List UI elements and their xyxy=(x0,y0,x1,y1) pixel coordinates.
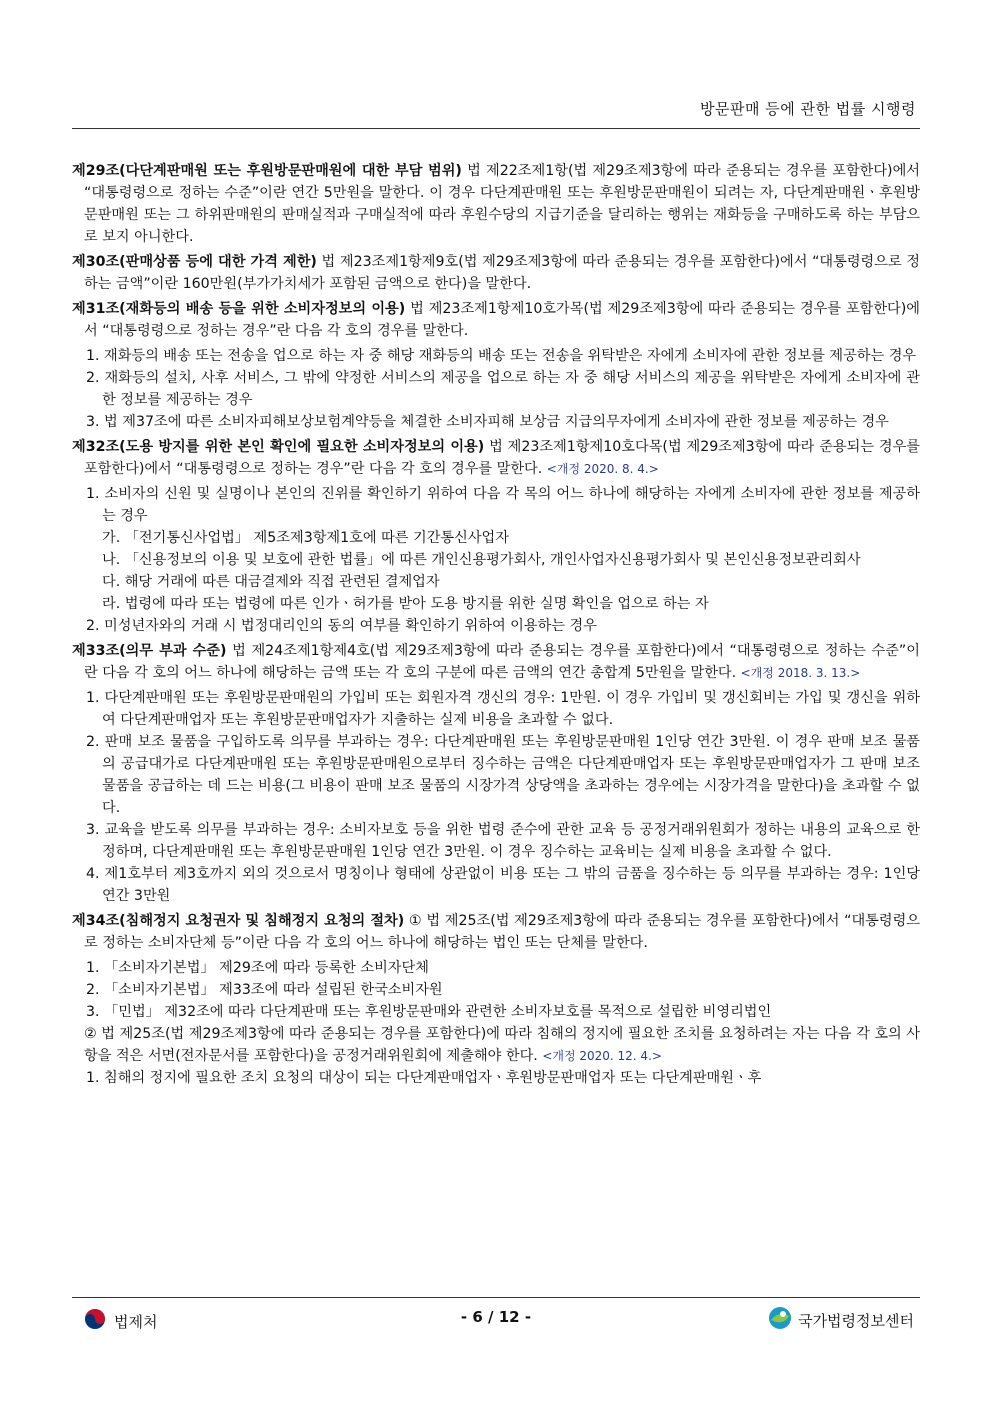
article-34 xyxy=(72,910,920,954)
list-item: 1. 다단계판매원 또는 후원방문판매원의 가입비 또는 회원자격 갱신의 경우: 1만원. 이 경우 가입비 및 갱신회비는 가입 및 갱신을 위하여 다단계판매업자 또는 후원방문판매업자가 지출하는 실제 비용을 초과할 수 없다. xyxy=(86,690,920,728)
paragraph xyxy=(72,1023,920,1067)
list-item: 1. 침해의 정지에 필요한 조치 요청의 대상이 되는 다단계판매업자ㆍ후원방문판매업자 또는 다단계판매원ㆍ후 xyxy=(86,1070,762,1086)
sub-item: 가. 「전기통신사업법」 제5조제3항제1호에 따른 기간통신사업자 xyxy=(102,530,509,546)
page-footer xyxy=(72,1297,920,1338)
page-header xyxy=(72,96,920,129)
paragraph-text: ② 법 제25조(법 제29조제3항에 따라 준용되는 경우를 포함한다)에 따라 침해의 정지에 필요한 조치를 요청하려는 자는 다음 각 호의 사항을 적은 서면(전자문서를 포함한다)을 공정거래위원회에 제출해야 한다. xyxy=(84,1026,920,1064)
amendment-note: <개정 2018. 3. 13.> xyxy=(740,666,861,680)
article-title: 제32조(도용 방지를 위한 본인 확인에 필요한 소비자정보의 이용) xyxy=(72,439,485,455)
article-text: 법 제24조제1항제4호(법 제29조제3항에 따라 준용되는 경우를 포함한다)에서 “대통령령으로 정하는 수준”이란 다음 각 호의 어느 하나에 해당하는 금액 또는 각 호의 구분에 따른 금액의 연간 총합계 5만원을 말한다. xyxy=(84,643,920,681)
list-item: 2. 재화등의 설치, 사후 서비스, 그 밖에 약정한 서비스의 제공을 업으로 하는 자 중 해당 서비스의 제공을 위탁받은 자에게 소비자에 관한 정보를 제공하는 경우 xyxy=(86,370,920,408)
footer-right xyxy=(768,1306,914,1334)
article-title: 제29조(다단계판매원 또는 후원방문판매원에 대한 부담 범위) xyxy=(72,163,462,179)
law-center-name: 국가법령정보센터 xyxy=(798,1311,914,1330)
amendment-note: <개정 2020. 8. 4.> xyxy=(546,462,659,476)
article-title: 제31조(재화등의 배송 등을 위한 소비자정보의 이용) xyxy=(72,301,406,317)
article-31 xyxy=(72,298,920,342)
list-item: 2. 「소비자기본법」 제33조에 따라 설립된 한국소비자원 xyxy=(86,982,443,998)
list-item: 1. 재화등의 배송 또는 전송을 업으로 하는 자 중 해당 재화등의 배송 또는 전송을 위탁받은 자에게 소비자에 관한 정보를 제공하는 경우 xyxy=(86,348,917,364)
article-33 xyxy=(72,640,920,684)
article-text: 법 제22조제1항(법 제29조제3항에 따라 준용되는 경우를 포함한다)에서 “대통령령으로 정하는 수준”이란 연간 5만원을 말한다. 이 경우 다단계판매원 또는 후원방문판매원이 되려는 자, 다단계판매원ㆍ후원방문판매원 또는 그 하위판매원의 판매실적과 구매실적에 따라 후원수당의 지급기준을 달리하는 행위는 재화등을 구매하도록 하는 부담으로 보지 아니한다. xyxy=(84,163,921,245)
article-title: 제30조(판매상품 등에 대한 가격 제한) xyxy=(72,254,317,270)
list-item: 2. 미성년자와의 거래 시 법정대리인의 동의 여부를 확인하기 위하여 이용하는 경우 xyxy=(86,618,597,634)
article-title: 제34조(침해정지 요청권자 및 침해정지 요청의 절차) xyxy=(72,913,405,929)
ministry-name: 법제처 xyxy=(114,1312,158,1331)
article-text: 법 제23조제1항제10호다목(법 제29조제3항에 따라 준용되는 경우를 포함한다)에서 “대통령령으로 정하는 경우”란 다음 각 호의 경우를 말한다. xyxy=(84,439,920,477)
list-item: 3. 법 제37조에 따른 소비자피해보상보험계약등을 체결한 소비자피해 보상금 지급의무자에게 소비자에 관한 정보를 제공하는 경우 xyxy=(86,414,889,430)
document-title: 방문판매 등에 관한 법률 시행령 xyxy=(700,100,916,118)
article-text: 법 제23조제1항제9호(법 제29조제3항에 따라 준용되는 경우를 포함한다)에서 “대통령령으로 정하는 금액”이란 160만원(부가가치세가 포함된 금액으로 한다)을 말한다. xyxy=(84,254,920,292)
sub-item: 라. 법령에 따라 또는 법령에 따른 인가ㆍ허가를 받아 도용 방지를 위한 실명 확인을 업으로 하는 자 xyxy=(102,596,709,612)
article-title: 제33조(의무 부과 수준) xyxy=(72,643,227,659)
article-30 xyxy=(72,251,920,295)
list-item: 2. 판매 보조 물품을 구입하도록 의무를 부과하는 경우: 다단계판매원 또는 후원방문판매원 1인당 연간 3만원. 이 경우 판매 보조 물품의 공급대가로 다단계판매원 또는 후원방문판매원으로부터 징수하는 금액은 다단계판매업자 또는 후원방문판매업자가 그 판매 보조 물품을 공급하는 데 드는 비용(그 비용이 판매 보조 물품의 시장가격 상당액을 초과하는 경우에는 시장가격을 말한다)을 초과할 수 없다. xyxy=(86,734,920,816)
article-text: 법 제23조제1항제10호가목(법 제29조제3항에 따라 준용되는 경우를 포함한다)에서 “대통령령으로 정하는 경우”란 다음 각 호의 경우를 말한다. xyxy=(84,301,921,339)
list-item: 1. 소비자의 신원 및 실명이나 본인의 진위를 확인하기 위하여 다음 각 목의 어느 하나에 해당하는 자에게 소비자에 관한 정보를 제공하는 경우 xyxy=(86,486,920,524)
list-item: 3. 교육을 받도록 의무를 부과하는 경우: 소비자보호 등을 위한 법령 준수에 관한 교육 등 공정거래위원회가 정하는 내용의 교육으로 한정하며, 다단계판매원 또는 후원방문판매원 1인당 연간 3만원. 이 경우 징수하는 교육비는 실제 비용을 초과할 수 없다. xyxy=(86,822,920,860)
list-item: 3. 「민법」 제32조에 따라 다단계판매 또는 후원방문판매와 관련한 소비자보호를 목적으로 설립한 비영리법인 xyxy=(86,1004,772,1020)
law-center-logo-icon xyxy=(768,1306,792,1334)
amendment-note: <개정 2020. 12. 4.> xyxy=(542,1049,662,1063)
article-text: ① 법 제25조(법 제29조제3항에 따라 준용되는 경우를 포함한다)에서 “대통령령으로 정하는 소비자단체 등”이란 다음 각 호의 어느 하나에 해당하는 법인 또는 단체를 말한다. xyxy=(84,913,920,951)
sub-item: 나. 「신용정보의 이용 및 보호에 관한 법률」에 따른 개인신용평가회사, 개인사업자신용평가회사 및 본인신용정보관리회사 xyxy=(102,552,861,568)
page-number: - 6 / 12 - xyxy=(460,1308,532,1326)
sub-item: 다. 해당 거래에 따른 대금결제와 직접 관련된 결제업자 xyxy=(102,574,440,590)
article-32 xyxy=(72,436,920,480)
article-29 xyxy=(72,160,920,248)
document-body xyxy=(72,160,920,1089)
list-item: 4. 제1호부터 제3호까지 외의 것으로서 명칭이나 형태에 상관없이 비용 또는 그 밖의 금품을 징수하는 등 의무를 부과하는 경우: 1인당 연간 3만원 xyxy=(86,866,920,904)
list-item: 1. 「소비자기본법」 제29조에 따라 등록한 소비자단체 xyxy=(86,960,429,976)
